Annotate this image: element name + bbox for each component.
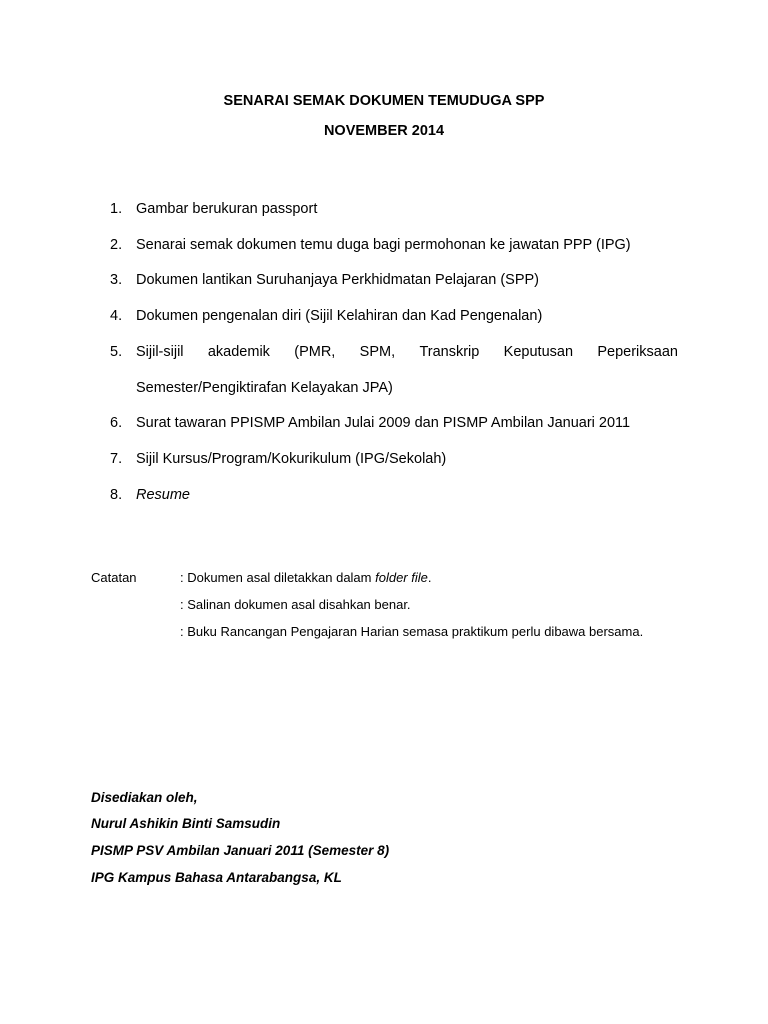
list-item-word: Keputusan [503,344,574,360]
list-item-word: Peperiksaan [597,344,678,360]
list-item [110,450,678,468]
list-item [110,414,678,432]
note-line: : Salinan dokumen asal disahkan benar. [180,597,411,612]
document-title: SENARAI SEMAK DOKUMEN TEMUDUGA SPP [223,93,545,109]
note-suffix: . [427,570,432,585]
list-item-number: 8. [110,487,123,503]
prepared-by-label: Disediakan oleh, [91,790,198,805]
list-item-word: (PMR, [294,344,336,360]
note-line [180,570,431,585]
list-item-text [136,343,678,361]
list-item [110,200,678,218]
list-item-word: SPM, [359,344,396,360]
list-item [110,271,678,289]
list-item-text: Gambar berukuran passport [136,201,318,217]
list-item-word: akademik [207,344,270,360]
list-item-text: Dokumen lantikan Suruhanjaya Perkhidmatan Pelajaran (SPP) [136,272,539,288]
author-name: Nurul Ashikin Binti Samsudin [91,816,281,831]
notes-label: Catatan [91,570,137,585]
list-item [110,343,678,361]
list-item-word: Sijil-sijil [136,344,184,360]
list-item-number: 7. [110,451,123,467]
list-item-text: Senarai semak dokumen temu duga bagi permohonan ke jawatan PPP (IPG) [136,237,631,253]
list-item [110,307,678,325]
note-emphasis: folder file [375,570,428,585]
document-subtitle: NOVEMBER 2014 [323,123,445,139]
note-text: : Dokumen asal diletakkan dalam [180,570,376,585]
list-item [110,236,678,254]
list-item-number: 5. [110,344,123,360]
list-item-word: Transkrip [419,344,480,360]
list-item-text: Resume [136,487,190,503]
list-item-text: Dokumen pengenalan diri (Sijil Kelahiran dan Kad Pengenalan) [136,308,543,324]
list-item-number: 4. [110,308,123,324]
list-item-text: Surat tawaran PPISMP Ambilan Julai 2009 dan PISMP Ambilan Januari 2011 [136,415,631,431]
author-institution: IPG Kampus Bahasa Antarabangsa, KL [91,870,342,885]
list-item-number: 6. [110,415,123,431]
note-line: : Buku Rancangan Pengajaran Harian semasa praktikum perlu dibawa bersama. [180,624,644,639]
list-item-continuation: Semester/Pengiktirafan Kelayakan JPA) [136,380,393,396]
list-item-number: 2. [110,237,123,253]
list-item [110,486,678,504]
list-item-number: 1. [110,201,123,217]
list-item-text: Sijil Kursus/Program/Kokurikulum (IPG/Sekolah) [136,451,447,467]
author-program: PISMP PSV Ambilan Januari 2011 (Semester 8) [91,843,390,858]
list-item-number: 3. [110,272,123,288]
